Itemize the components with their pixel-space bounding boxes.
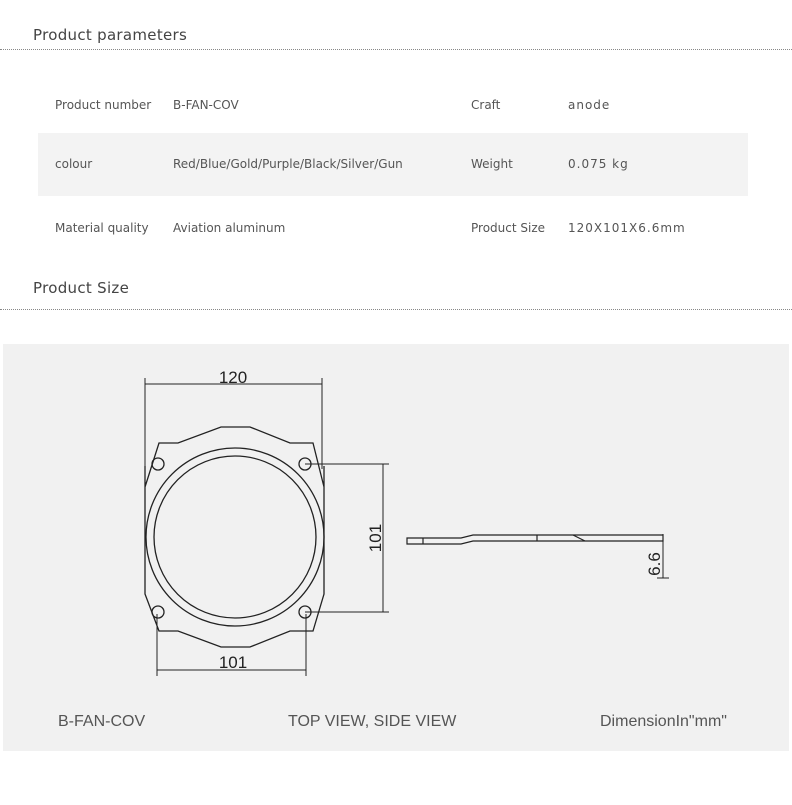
table-row [38,73,748,136]
dimension-right-height: 101 [366,523,385,553]
colour-label: colour [55,157,93,171]
product-number-value: B-FAN-COV [173,98,239,112]
side-view [407,535,663,544]
material-label: Material quality [55,221,149,235]
drawing-units-label: DimensionIn"mm" [600,713,727,730]
colour-value: Red/Blue/Gold/Purple/Black/Silver/Gun [173,157,403,171]
dimension-top-width: 120 [218,368,248,387]
mounting-hole [152,606,164,618]
product-size-label: Product Size [471,221,546,235]
dimension-lines [145,378,669,676]
product-number-label: Product number [55,98,152,112]
section-title-parameters: Product parameters [33,26,188,44]
dimension-bottom-width: 101 [218,653,248,672]
section-title-size: Product Size [33,279,130,297]
dimension-drawing [3,344,789,751]
craft-value: anode [568,98,611,112]
divider [0,309,792,310]
material-value: Aviation aluminum [173,221,286,235]
inner-ring [154,456,316,618]
table-row [38,196,748,259]
product-size-value: 120X101X6.6mm [568,221,686,235]
weight-label: Weight [471,157,513,171]
drawing-model-label: B-FAN-COV [58,713,146,730]
dimension-side-thickness: 6.6 [645,552,664,576]
drawing-views-label: TOP VIEW, SIDE VIEW [288,713,457,730]
weight-value: 0.075 kg [568,157,629,171]
outer-ring [146,448,324,626]
table-row [38,133,748,196]
top-view [145,427,324,647]
craft-label: Craft [471,98,501,112]
technical-drawing-svg [3,344,789,751]
mounting-hole [152,458,164,470]
divider [0,49,792,50]
